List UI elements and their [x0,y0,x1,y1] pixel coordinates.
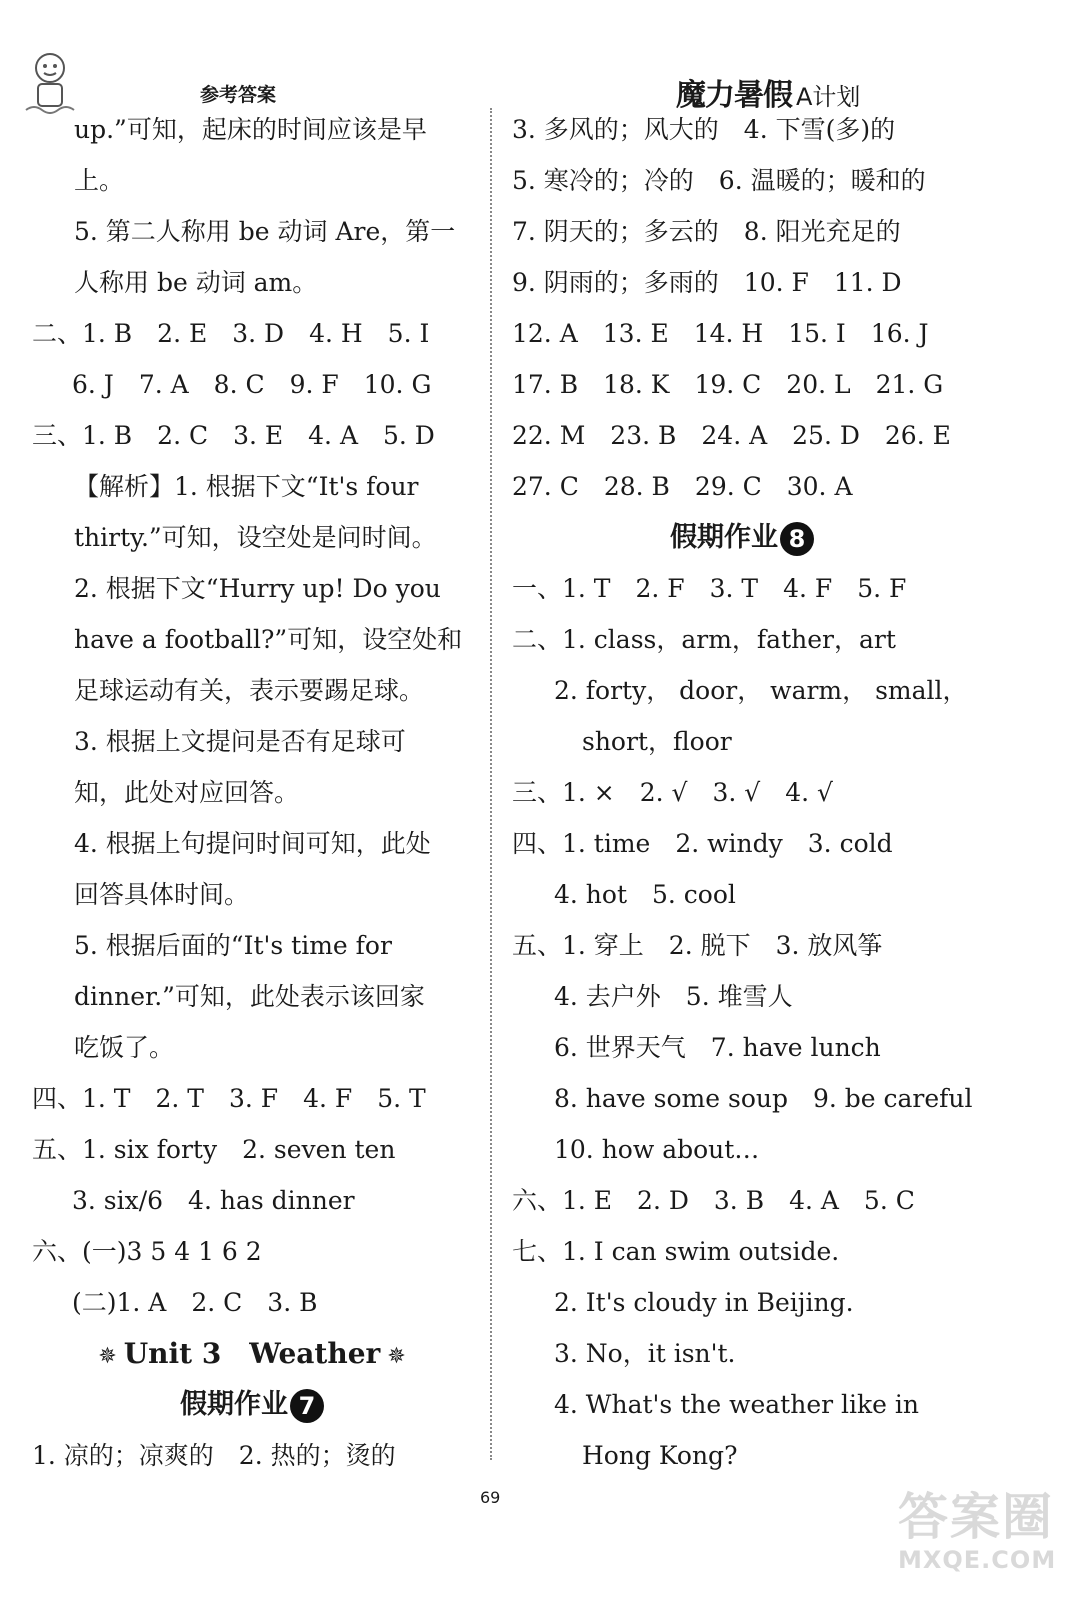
answer-line: 六、(一)3 5 4 1 6 2 [32,1237,262,1266]
answer-line: 3. No，it isn't. [554,1339,736,1368]
answer-line: 5. 第二人称用 be 动词 Are，第一 [74,217,456,246]
answer-line: 四、1. T 2. T 3. F 4. F 5. T [32,1084,426,1113]
answer-line: 六、1. E 2. D 3. B 4. A 5. C [512,1186,915,1215]
left-column [32,104,472,1481]
answer-line: 10. how about… [554,1135,760,1164]
answer-line: 五、1. six forty 2. seven ten [32,1135,396,1164]
watermark [898,1488,1068,1594]
answer-line: 9. 阴雨的；多雨的 10. F 11. D [512,268,902,297]
answer-line: 3. 多风的；风大的 4. 下雪(多)的 [512,115,896,144]
answer-line: 二、1. class，arm，father，art [512,625,896,654]
unit-title [32,1328,472,1379]
answer-line: 人称用 be 动词 am。 [74,268,318,297]
answer-line: 知，此处对应回答。 [74,778,300,807]
answer-line: 3. six/6 4. has dinner [72,1186,355,1215]
answer-line: 上。 [74,166,125,195]
answer-line: 1. 凉的；凉爽的 2. 热的；烫的 [32,1441,396,1470]
answer-line: 四、1. time 2. windy 3. cold [512,829,893,858]
section-heading [32,1379,472,1430]
section-heading-text: 假期作业 [670,522,778,553]
answer-line: 3. 根据上文提问是否有足球可 [74,727,406,756]
answer-line: 5. 寒冷的；冷的 6. 温暖的；暖和的 [512,166,926,195]
answer-line: 五、1. 穿上 2. 脱下 3. 放风筝 [512,931,883,960]
section-number-badge: 8 [780,522,814,556]
answer-line: 12. A 13. E 14. H 15. I 16. J [512,319,929,348]
answer-line: 4. 去户外 5. 堆雪人 [554,982,793,1011]
answer-line: Hong Kong? [582,1441,738,1470]
answer-line: 2. forty， door， warm， small， [554,676,968,705]
answer-line: 【解析】1. 根据下文“It's four [74,472,419,501]
answer-line: 三、1. × 2. √ 3. √ 4. √ [512,778,833,807]
answer-line: 吃饭了。 [74,1033,175,1062]
answer-line: 三、1. B 2. C 3. E 4. A 5. D [32,421,435,450]
answer-line: 7. 阴天的；多云的 8. 阳光充足的 [512,217,901,246]
answer-line: 6. 世界天气 7. have lunch [554,1033,881,1062]
brand-subtitle: A计划 [796,83,861,111]
answer-line: 七、1. I can swim outside. [512,1237,840,1266]
watermark-text: 答案圈 [898,1488,1054,1546]
answer-line: have a football?”可知，设空处和 [74,625,463,654]
answer-line: 27. C 28. B 29. C 30. A [512,472,853,501]
answer-line: 5. 根据后面的“It's time for [74,931,392,960]
watermark-url: MXQE.COM [898,1546,1057,1574]
answer-line: 二、1. B 2. E 3. D 4. H 5. I [32,319,430,348]
answer-line: short，floor [582,727,732,756]
sun-decoration-icon: ✵ [98,1344,124,1369]
answer-line: 4. hot 5. cool [554,880,736,909]
section-number-badge: 7 [290,1389,324,1423]
answer-line: thirty.”可知，设空处是问时间。 [74,523,437,552]
column-divider [490,108,492,1460]
answer-line: 2. It's cloudy in Beijing. [554,1288,854,1317]
answer-line: 回答具体时间。 [74,880,250,909]
answer-line: 一、1. T 2. F 3. T 4. F 5. F [512,574,907,603]
answer-line: 6. J 7. A 8. C 9. F 10. G [72,370,432,399]
header-answer-key-title: 参考答案 [200,84,277,106]
page-number: 69 [480,1488,501,1507]
answer-line: 4. 根据上句提问时间可知，此处 [74,829,431,858]
section-heading [512,512,972,563]
answer-line: 8. have some soup 9. be careful [554,1084,973,1113]
answer-line: 22. M 23. B 24. A 25. D 26. E [512,421,951,450]
answer-line: dinner.”可知，此处表示该回家 [74,982,425,1011]
sun-decoration-icon: ✵ [380,1344,406,1369]
unit-title-text: Unit 3 Weather [123,1337,381,1370]
answer-line: 17. B 18. K 19. C 20. L 21. G [512,370,944,399]
answer-line: 2. 根据下文“Hurry up! Do you [74,574,441,603]
section-heading-text: 假期作业 [180,1389,288,1420]
answer-line: up.”可知，起床的时间应该是早 [74,115,427,144]
answer-line: 4. What's the weather like in [554,1390,920,1419]
brand-name: 魔力暑假 [676,78,792,113]
right-column [512,104,972,1481]
answer-line: (二)1. A 2. C 3. B [72,1288,318,1317]
answer-line: 足球运动有关，表示要踢足球。 [74,676,425,705]
